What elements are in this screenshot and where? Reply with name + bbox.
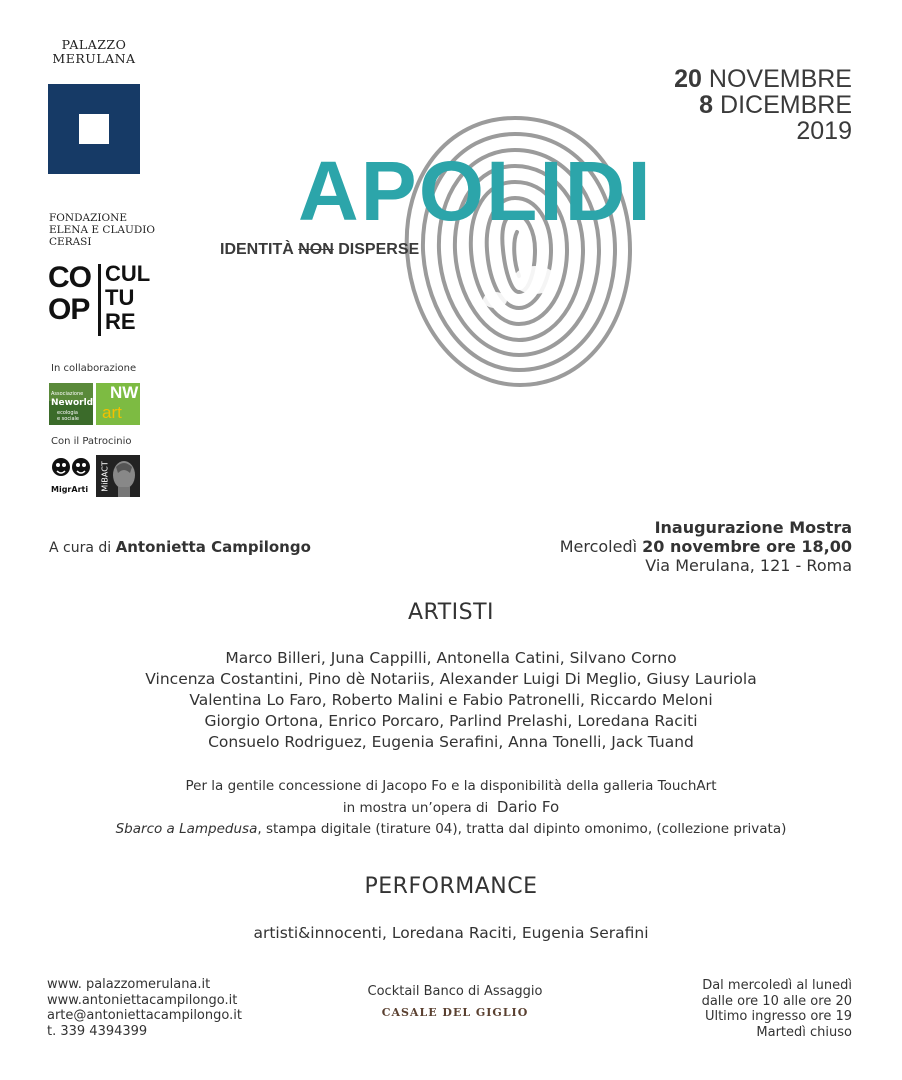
inauguration-title: Inaugurazione Mostra	[654, 518, 852, 537]
inauguration-date	[560, 537, 852, 556]
fondazione-cerasi-text	[49, 212, 159, 248]
fondazione-line-2: ELENA E CLAUDIO	[49, 224, 156, 236]
fondazione-line-1: FONDAZIONE	[49, 212, 127, 224]
neworld-tagline	[57, 410, 79, 422]
artists-list	[0, 648, 902, 753]
subtitle-part-2: DISPERSE	[338, 241, 420, 258]
date-end	[674, 92, 852, 118]
migrarti-logo	[49, 455, 93, 497]
inauguration-info	[560, 518, 852, 575]
date-start	[674, 66, 852, 92]
logo-line-2: MERULANA	[52, 51, 136, 66]
artists-line: Giorgio Ortona, Enrico Porcaro, Parlind Prelashi, Loredana Raciti	[204, 712, 698, 730]
mibact-logo	[96, 455, 140, 497]
culture-cul: CUL	[105, 261, 151, 286]
culture-letters	[105, 262, 150, 334]
coop-divider	[98, 264, 101, 336]
concession-line-2	[0, 797, 902, 819]
performance-heading: PERFORMANCE	[364, 874, 538, 899]
culture-tu: TU	[105, 285, 135, 310]
exhibition-dates	[674, 66, 852, 144]
hours-line: Ultimo ingresso ore 19	[704, 1009, 852, 1024]
mibact-text: MiBACT	[100, 461, 110, 492]
logo-line-1: PALAZZO	[61, 37, 127, 52]
date-start-day: 20	[674, 65, 702, 93]
subtitle-strikethrough: NON	[298, 241, 334, 258]
inauguration-day: Mercoledì	[559, 537, 638, 556]
artists-line: Consuelo Rodriguez, Eugenia Serafini, Anna Tonelli, Jack Tuand	[208, 733, 694, 751]
palazzo-merulana-logo-text	[40, 38, 148, 66]
contact-website-1[interactable]: www. palazzomerulana.it	[47, 977, 211, 992]
concession-line-1: Per la gentile concessione di Jacopo Fo e la disponibilità della galleria TouchArt	[185, 778, 717, 794]
nw-text: NW	[110, 383, 139, 402]
date-year: 2019	[796, 117, 852, 145]
performance-list: artisti&innocenti, Loredana Raciti, Eugenia Serafini	[253, 924, 649, 942]
curator	[49, 538, 311, 556]
contact-email[interactable]: arte@antoniettacampilongo.it	[47, 1008, 242, 1023]
neworld-line-1: Associazione	[51, 391, 84, 397]
date-end-day: 8	[699, 91, 714, 119]
neworld-line-4: e sociale	[57, 416, 79, 422]
coop-co: CO	[48, 261, 91, 294]
hours-line: dalle ore 10 alle ore 20	[701, 993, 852, 1009]
casale-del-giglio-logo: CASALE DEL GIGLIO	[381, 1006, 529, 1019]
coop-op: OP	[48, 293, 90, 326]
exhibition-subtitle	[220, 241, 419, 259]
coop-letters	[48, 262, 91, 326]
cocktail-sponsor-label: Cocktail Banco di Assaggio	[367, 984, 543, 999]
neworld-line-3: ecologia	[57, 410, 78, 416]
artwork-title: Sbarco a Lampedusa	[115, 821, 258, 837]
palazzo-merulana-logo-icon	[48, 84, 140, 174]
fondazione-line-3: CERASI	[49, 236, 92, 248]
artists-heading: ARTISTI	[407, 600, 495, 625]
patronage-label: Con il Patrocinio	[51, 436, 132, 447]
coopculture-logo	[48, 261, 151, 337]
date-start-month: NOVEMBRE	[708, 65, 852, 93]
neworld-name: Neworld	[51, 398, 93, 408]
inauguration-datetime: 20 novembre ore 18,00	[642, 537, 852, 556]
artwork-details: , stampa digitale (tirature 04), tratta dal dipinto omonimo, (collezione privata)	[257, 821, 787, 837]
exhibition-title: APOLIDI	[298, 144, 653, 238]
artists-line: Marco Billeri, Juna Cappilli, Antonella Catini, Silvano Corno	[225, 649, 677, 667]
concession-line-3	[0, 819, 902, 840]
concession-note	[0, 776, 902, 840]
art-text: art	[102, 403, 122, 422]
nw-art-logo	[96, 383, 140, 425]
neworld-logo	[49, 383, 93, 425]
concession-artist-name: Dario Fo	[496, 798, 560, 816]
migrarti-faces-icon	[49, 455, 93, 485]
inauguration-address: Via Merulana, 121 - Roma	[645, 556, 852, 575]
concession-prefix: in mostra un’opera di	[342, 800, 489, 816]
opening-hours	[702, 978, 852, 1040]
curator-name: Antonietta Campilongo	[115, 538, 311, 556]
artists-line: Valentina Lo Faro, Roberto Malini e Fabio Patronelli, Riccardo Meloni	[189, 691, 713, 709]
hours-line: Dal mercoledì al lunedì	[702, 978, 852, 993]
culture-re: RE	[105, 309, 136, 334]
curator-label: A cura di	[49, 540, 112, 556]
collaboration-label: In collaborazione	[51, 363, 137, 374]
contact-website-2[interactable]: www.antoniettacampilongo.it	[47, 992, 238, 1008]
contact-phone: t. 339 4394399	[47, 1023, 148, 1039]
subtitle-part-1: IDENTITÀ	[220, 241, 294, 258]
artists-line: Vincenza Costantini, Pino dè Notariis, Alexander Luigi Di Meglio, Giusy Lauriola	[145, 670, 757, 688]
migrarti-text: MigrArti	[51, 485, 89, 494]
contacts	[47, 977, 242, 1039]
hours-line: Martedì chiuso	[756, 1024, 852, 1040]
logo-square-inner	[79, 114, 109, 144]
date-end-month: DICEMBRE	[720, 91, 852, 119]
